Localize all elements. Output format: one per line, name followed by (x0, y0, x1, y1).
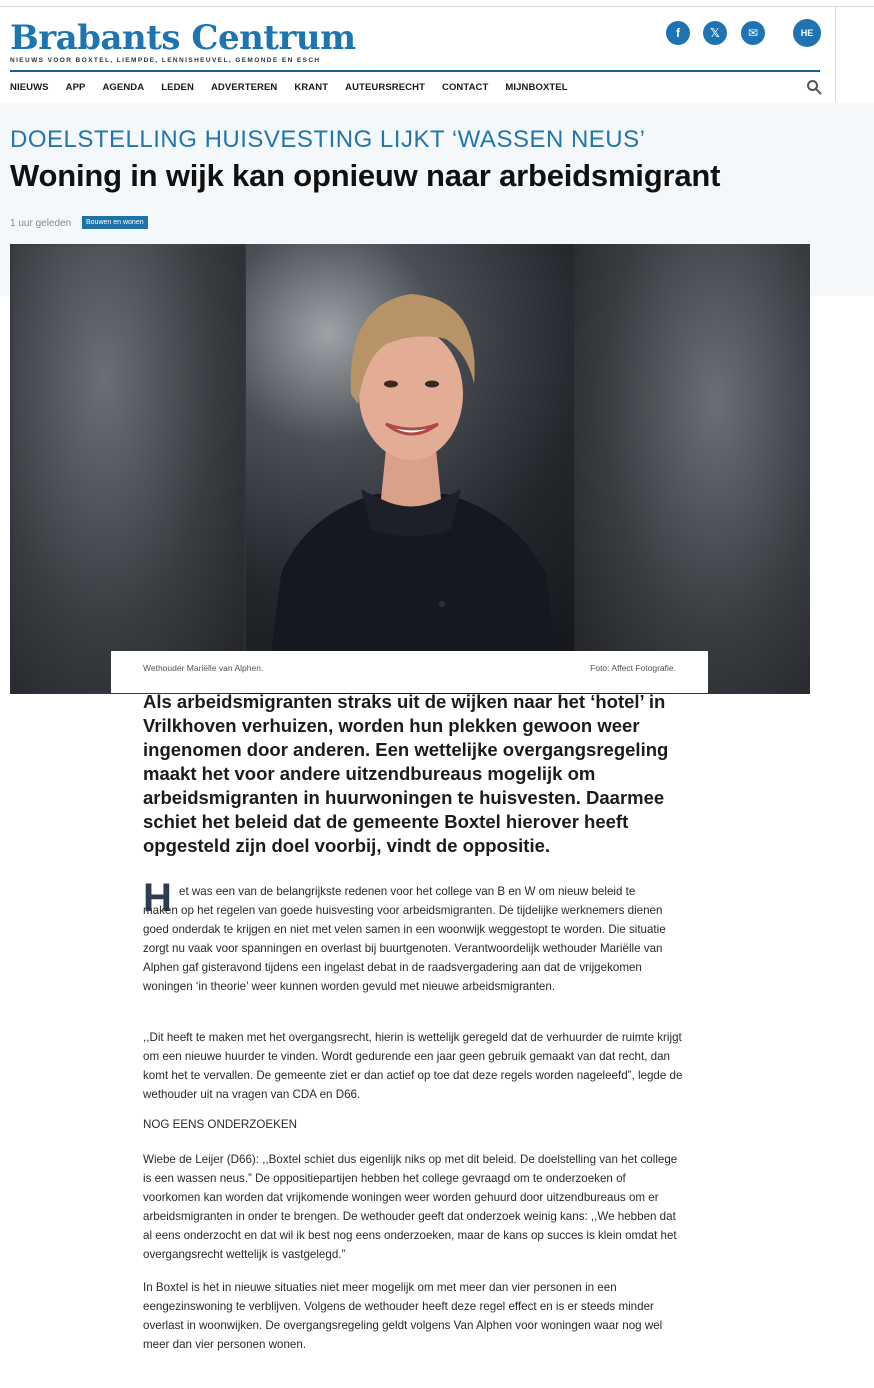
article-paragraph: ,,Dit heeft te maken met het overgangsrecht, hierin is wettelijk geregeld dat de verhuurder de ruimte krijgt om een nieuwe huurder te vinden. Wordt gedurende een jaar geen gebruik gemaakt van dat recht, dan komt het te vervallen. De gemeente ziet er dan actief op toe dat deze regels worden nageleefd”, legde de wethouder uit na vragen van CDA en D66. (143, 1031, 683, 1101)
top-border (0, 6, 874, 7)
site-logo[interactable]: Brabants Centrum (10, 18, 356, 58)
mail-icon[interactable]: ✉ (741, 21, 765, 45)
article-lead: Als arbeidsmigranten straks uit de wijken naar het ‘hotel’ in Vrilkhoven verhuizen, worden hun plekken gewoon weer ingenomen door anderen. Een wettelijke overgangsregeling maakt het voor andere uitzendbureaus mogelijk om arbeidsmigranten in huurwoningen te huisvesten. Daarmee schiet het beleid dat de gemeente Boxtel hierover heeft opgesteld zijn doel voorbij, vindt de oppositie. (143, 691, 669, 856)
nav-item-leden[interactable]: LEDEN (161, 82, 194, 93)
photo-blur-right (574, 244, 810, 694)
header-divider (10, 70, 820, 72)
nav-item-nieuws[interactable]: NIEUWS (10, 82, 49, 93)
right-border (835, 6, 836, 102)
nav-item-app[interactable]: APP (65, 82, 86, 93)
article-paragraph: Wiebe de Leijer (D66): ,,Boxtel schiet dus eigenlijk niks op met dit beleid. De doelstelling van het college is een wassen neus.” De oppositiepartijen hebben het college gevraagd om te onderzoeken of voorkomen kan worden dat vrijkomende woningen weer worden gehuurd door uitzendbureaus om er arbeidsmigranten in onder te brengen. De wethouder geeft dat onderzoek weinig kans: ,,We hebben dat al eens onderzocht en dat wil ik best nog eens onderzoeken, maar de kans op succes is klein omdat het overgangsrecht wettelijk is vastgelegd.” (143, 1153, 678, 1261)
search-icon[interactable] (806, 79, 822, 95)
nav-item-mijnboxtel[interactable]: MIJNBOXTEL (505, 82, 568, 93)
article-headline: Woning in wijk kan opnieuw naar arbeidsmigrant (10, 158, 721, 193)
article-paragraph (143, 882, 683, 996)
article-photo[interactable] (10, 244, 810, 694)
photo-credit: Foto: Affect Fotografie. (590, 663, 676, 673)
nav-item-krant[interactable]: KRANT (294, 82, 329, 93)
dropcap-letter: H (143, 876, 172, 920)
photo-blur-left (10, 244, 246, 694)
nav-item-agenda[interactable]: AGENDA (102, 82, 145, 93)
nav-item-contact[interactable]: CONTACT (441, 82, 489, 93)
article-subheading: NOG EENS ONDERZOEKEN (143, 1118, 297, 1131)
publish-time: 1 uur geleden (10, 218, 72, 229)
photo-caption: Wethouder Mariëlle van Alphen. (143, 663, 264, 673)
main-nav (10, 82, 585, 93)
article-kicker: DOELSTELLING HUISVESTING LIJKT ‘WASSEN NEUS’ (10, 126, 646, 153)
category-tag[interactable]: Bouwen en wonen (82, 216, 148, 229)
account-avatar-button[interactable]: HE (793, 19, 821, 47)
site-tagline: NIEUWS VOOR BOXTEL, LIEMPDE, LENNISHEUVEL, GEMONDE EN ESCH (10, 57, 321, 64)
nav-item-auteursrecht[interactable]: AUTEURSRECHT (345, 82, 425, 93)
paragraph-rest: maken op het regelen van goede huisvesting voor arbeidsmigranten. De tijdelijke werknemers dienen goed onderdak te krijgen en niet met velen samen in een woonwijk weggestopt te worden. Die situatie zorgt nu vaak voor spanningen en overlast bij buurtgenoten. Verantwoordelijk wethouder Mariëlle van Alphen gaf gisteravond tijdens een ingelast debat in de raadsvergadering aan dat de vrijgekomen woningen ‘in theorie’ weer kunnen worden gevuld met nieuwe arbeidsmigranten. (143, 904, 666, 993)
article-paragraph: In Boxtel is het in nieuwe situaties niet meer mogelijk om met meer dan vier personen in een eengezinswoning te verblijven. Volgens de wethouder heeft deze regel effect en is er steeds minder overlast in woonwijken. De overgangsregeling geldt volgens Van Alphen voor woningen waar nog wel meer dan vier personen wonen. (143, 1281, 663, 1351)
x-icon[interactable]: 𝕏 (703, 21, 727, 45)
paragraph-first-line: et was een van de belangrijkste redenen voor het college van B en W om nieuw beleid te (179, 885, 636, 898)
photo-caption-box (111, 651, 708, 693)
nav-item-adverteren[interactable]: ADVERTEREN (210, 82, 278, 93)
portrait-figure (246, 244, 574, 694)
facebook-icon[interactable]: f (666, 21, 690, 45)
